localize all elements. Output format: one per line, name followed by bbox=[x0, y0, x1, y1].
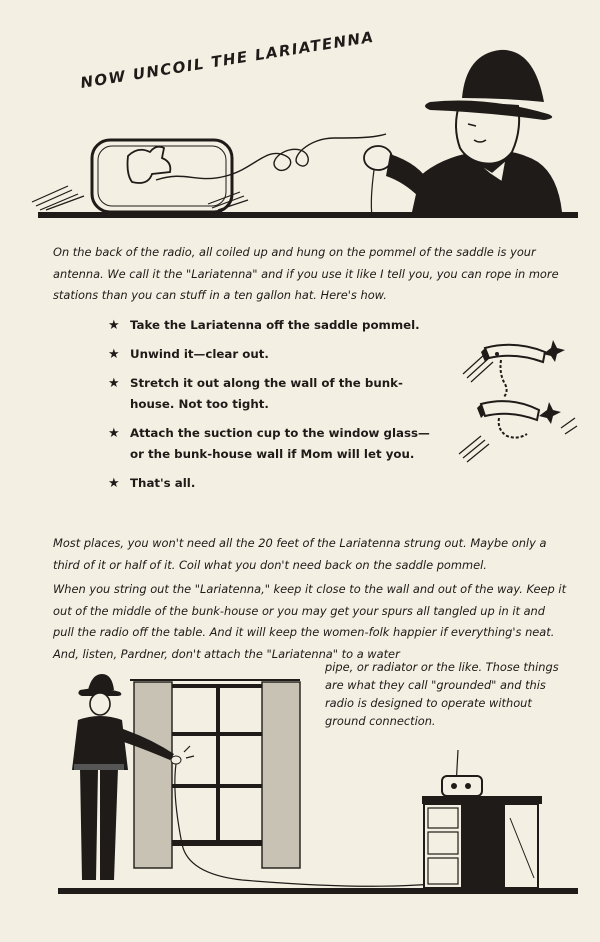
step-item bbox=[108, 423, 438, 465]
intro-paragraph: On the back of the radio, all coiled up and hung on the pommel of the saddle is your antenna. We call it the "Lariatenna" and if you use it like I tell you, you can rope in more stations than you can stuff in a ten gallon hat. Here's how. bbox=[53, 245, 559, 302]
step-item bbox=[108, 344, 438, 365]
paragraph-3-continued: pipe, or radiator or the like. Those things are what they call "grounded" and this radio is designed to operate without ground connection. bbox=[325, 660, 559, 728]
step-text: Attach the suction cup to the window glass—or the bunk-house wall if Mom will let you. bbox=[130, 426, 430, 461]
star-bullet-icon: ★ bbox=[108, 476, 120, 491]
cowboy-window-radio-illustration bbox=[50, 668, 580, 908]
instruction-steps bbox=[108, 315, 438, 502]
star-bullet-icon: ★ bbox=[108, 376, 120, 391]
step-text: Stretch it out along the wall of the bunk-house. Not too tight. bbox=[130, 376, 403, 411]
step-text: Unwind it—clear out. bbox=[130, 347, 269, 361]
page-heading: NOW UNCOIL THE LARIATENNA bbox=[79, 27, 376, 93]
step-text: That's all. bbox=[130, 476, 196, 490]
paragraph-2: Most places, you won't need all the 20 feet of the Lariatenna strung out. Maybe only a third of it or half of it. Coil what you don't need back on the saddle pommel. bbox=[53, 536, 547, 572]
spurs-illustration bbox=[455, 318, 580, 468]
step-item bbox=[108, 473, 438, 494]
step-text: Take the Lariatenna off the saddle pommel. bbox=[130, 318, 420, 332]
star-bullet-icon: ★ bbox=[108, 426, 120, 441]
step-item bbox=[108, 315, 438, 336]
star-bullet-icon: ★ bbox=[108, 318, 120, 333]
star-bullet-icon: ★ bbox=[108, 347, 120, 362]
step-item bbox=[108, 373, 438, 415]
paragraph-3: When you string out the "Lariatenna," keep it close to the wall and out of the way. Keep it out of the middle of the bunk-house or you may get your spurs all tangled up in it and pull the radio off the table. And it will keep the women-folk happier if everything's neat. And, listen, Pardner, don't attach the "Lariatenna" to a water bbox=[53, 582, 567, 661]
